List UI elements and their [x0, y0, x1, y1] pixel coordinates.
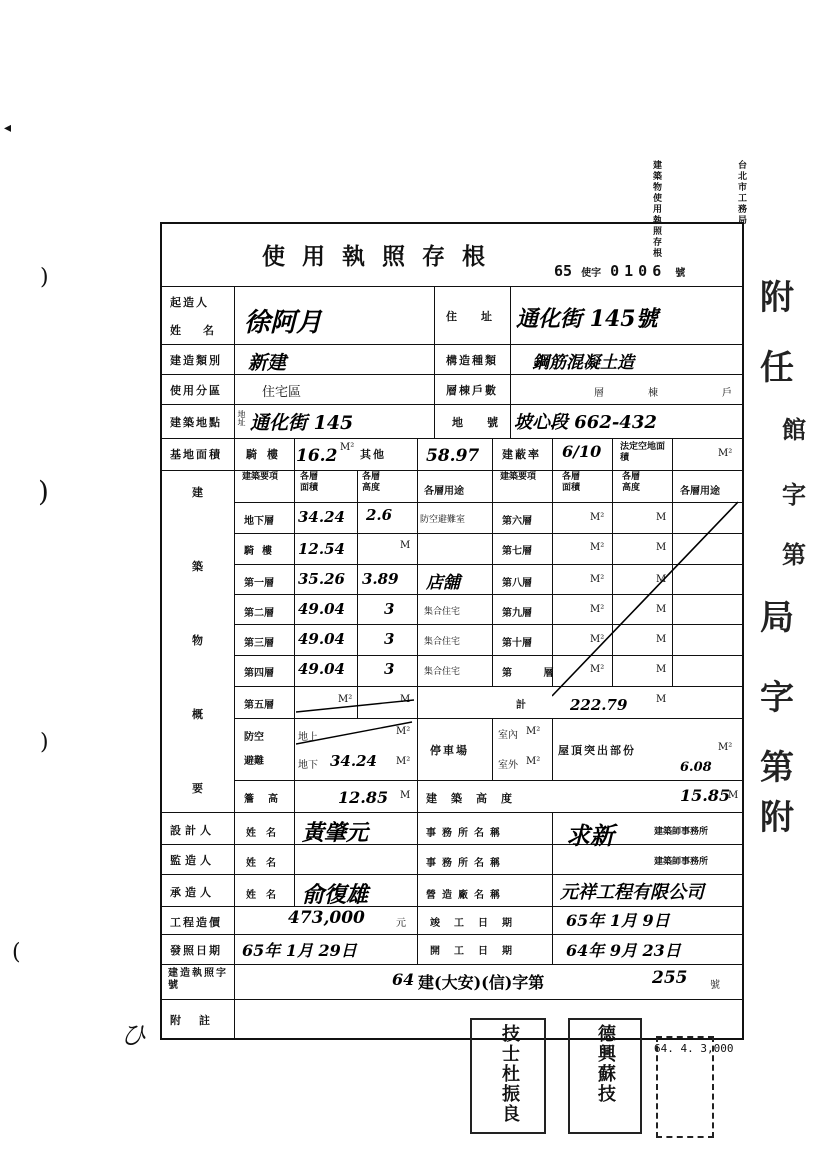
permit-label: 建造執照字號	[168, 968, 228, 991]
margin-mark: ひ	[120, 1021, 147, 1051]
floor-height: 2.6	[366, 506, 393, 524]
col-use-header-r: 各層用途	[680, 486, 720, 497]
edge-char: 字	[760, 678, 794, 718]
unit-m2: M²	[590, 542, 605, 553]
unit-m: M	[656, 694, 667, 705]
location-address: 通化街 145	[250, 412, 354, 434]
floor-name-right: 第 層	[502, 668, 568, 679]
unit-m2: M²	[590, 664, 605, 675]
col-height-header-r: 各層高度	[622, 472, 641, 493]
arcade-value: 16.2	[296, 446, 338, 466]
building-side-label: 要	[192, 782, 205, 795]
contractor-name: 俞復雄	[302, 882, 369, 908]
parking-label: 停車場	[430, 744, 469, 757]
below-label: 地下	[298, 760, 318, 771]
cost-label: 工程造價	[170, 916, 222, 929]
unit-m2: M²	[718, 742, 733, 753]
unit-m: M	[656, 512, 667, 523]
contractor-label: 承造人	[170, 886, 215, 899]
unit-m2: M²	[338, 694, 353, 705]
outdoor-label: 室外	[498, 760, 518, 771]
floor-height: 3	[384, 630, 395, 648]
edge-char: 附	[760, 798, 794, 838]
applicant-label-1: 起造人	[170, 296, 209, 309]
margin-mark: )	[38, 475, 49, 508]
floor-area: 34.24	[298, 508, 345, 526]
floor-use: 防空避難室	[420, 515, 466, 525]
total-label: 計	[516, 700, 526, 711]
floor-use: 集合住宅	[424, 667, 461, 677]
unit-m2: M²	[396, 726, 411, 737]
stamp-text: 德興蘇技	[595, 1024, 616, 1104]
number-prefix: 65	[554, 262, 573, 280]
floor-name-right: 第九層	[502, 608, 532, 619]
designer-name-label: 姓名	[246, 828, 286, 839]
margin-mark: (	[12, 940, 21, 965]
unit-m: M	[656, 604, 667, 615]
designer-label: 設計人	[170, 824, 215, 837]
floor-name: 地下層	[244, 516, 274, 527]
floor-name: 第五層	[244, 700, 274, 711]
unit-m: M	[400, 694, 411, 705]
applicant-address: 通化街 145號	[516, 306, 658, 332]
cost-value: 473,000	[288, 908, 365, 928]
permit-text: 建(大安)(信)字第	[418, 973, 545, 992]
building-side-label: 建	[192, 486, 205, 499]
address-label: 住址	[446, 310, 516, 323]
category-label: 建造類別	[170, 354, 222, 367]
edge-char: 任	[760, 348, 794, 388]
arcade-label: 騎樓	[246, 448, 288, 461]
floor-name-right: 第八層	[502, 578, 532, 589]
roof-label: 屋頂突出部份	[558, 744, 636, 757]
col-use-header: 各層用途	[424, 486, 464, 497]
floor-area: 35.26	[298, 570, 345, 588]
edge-char: 附	[760, 278, 794, 318]
floor-area: 12.54	[298, 540, 345, 558]
bheight-value: 15.85	[680, 786, 731, 805]
right-edge-strip	[760, 270, 820, 1170]
unit-m2: M²	[590, 604, 605, 615]
unit-m2: M²	[396, 756, 411, 767]
edge-char: 局	[760, 598, 794, 638]
total-value: 222.79	[570, 696, 628, 714]
form-title: 使用執照存根	[262, 243, 502, 270]
col-area-header: 各層面積	[300, 472, 319, 493]
start-date: 64年 9月 23日	[566, 941, 681, 960]
unit-m: M	[728, 790, 739, 801]
building-side-label: 物	[192, 634, 205, 647]
floor-height: 3	[384, 600, 395, 618]
floor-name: 騎樓	[244, 546, 280, 557]
permit-form	[160, 222, 744, 1040]
unit-m2: M²	[340, 442, 355, 453]
supervisor-label: 監造人	[170, 854, 215, 867]
floors-label: 層棟戶數	[446, 384, 498, 397]
shelter-label: 防空避難	[244, 732, 264, 767]
applicant-label-2: 姓名	[170, 324, 236, 337]
designer-office: 求新	[566, 821, 614, 850]
other-value: 58.97	[426, 446, 480, 466]
floor-name: 第二層	[244, 608, 274, 619]
stamp-text: 技士杜振良	[499, 1024, 520, 1124]
coverage-label: 建蔽率	[502, 448, 541, 461]
edge-char: 字	[782, 480, 806, 509]
cost-unit: 元	[396, 918, 406, 929]
legal-open-label: 法定空地面積	[620, 442, 666, 463]
contractor-firm-label: 營造廠名稱	[426, 890, 506, 901]
floor-name-right: 第十層	[502, 638, 532, 649]
strike-line	[296, 686, 416, 718]
col-height-header: 各層高度	[362, 472, 381, 493]
floor-area: 49.04	[298, 600, 345, 618]
floor-name-right: 第七層	[502, 546, 532, 557]
col-item-header-r: 建築要項	[500, 472, 537, 482]
margin-mark: )	[40, 730, 49, 755]
location-label: 建築地點	[170, 416, 222, 429]
unit-m2: M²	[590, 634, 605, 645]
unit-m: M	[656, 664, 667, 675]
edge-char: 第	[760, 748, 794, 788]
eave-label: 簷高	[244, 794, 292, 805]
top-note-2: 台北市工務局	[736, 160, 746, 226]
designer-office-suffix: 建築師事務所	[654, 827, 709, 837]
strike-line	[552, 500, 742, 700]
unit-m: M	[400, 790, 411, 801]
approval-stamp	[568, 1018, 642, 1134]
building-unit: 棟	[648, 388, 658, 399]
other-label: 其他	[360, 448, 386, 461]
floor-area: 49.04	[298, 630, 345, 648]
remarks-label: 附註	[170, 1014, 228, 1027]
building-side-label: 築	[192, 560, 205, 573]
contractor-firm: 元祥工程有限公司	[560, 882, 704, 903]
floor-name: 第三層	[244, 638, 274, 649]
location-address-prefix: 地址	[237, 410, 246, 426]
number-suffix: 號	[675, 268, 686, 279]
margin-mark: )	[40, 265, 49, 290]
number-value: 0106	[610, 262, 667, 280]
permit-num: 255	[652, 968, 688, 988]
unit-m: M	[400, 540, 411, 551]
lot-label: 地號	[452, 416, 522, 429]
issue-label: 發照日期	[170, 944, 222, 957]
bheight-label: 建築高度	[426, 792, 526, 805]
supervisor-name-label: 姓名	[246, 858, 286, 869]
permit-year: 64	[392, 970, 415, 989]
col-item-header: 建築要項	[242, 472, 279, 482]
approval-stamp	[656, 1036, 714, 1138]
unit-unit: 戶	[722, 388, 732, 399]
col-area-header-r: 各層面積	[562, 472, 581, 493]
complete-date: 65年 1月 9日	[566, 911, 670, 930]
unit-m2: M²	[718, 448, 733, 459]
floor-name-right: 第六層	[502, 516, 532, 527]
edge-char: 第	[782, 540, 806, 569]
complete-label: 竣工日期	[430, 918, 526, 929]
floor-height: 3.89	[362, 570, 399, 588]
roof-value: 6.08	[680, 760, 712, 775]
top-note-1: 建築物使用執照存根	[651, 160, 661, 259]
permit-number	[554, 262, 685, 280]
category-value: 新建	[248, 352, 287, 374]
print-code: 64. 4. 3,000	[654, 1042, 734, 1055]
number-char: 使字	[581, 268, 602, 279]
start-label: 開工日期	[430, 946, 526, 957]
above-label: 地上	[298, 732, 318, 743]
building-side-label: 概	[192, 708, 205, 721]
supervisor-office-suffix: 建築師事務所	[654, 857, 709, 867]
approval-stamp	[470, 1018, 546, 1134]
indoor-label: 室內	[498, 730, 518, 741]
unit-m: M	[656, 634, 667, 645]
designer-name: 黃肇元	[302, 820, 369, 846]
floor-name: 第四層	[244, 668, 274, 679]
zone-value: 住宅區	[262, 385, 302, 400]
structure-label: 構造種類	[446, 354, 498, 367]
designer-office-label: 事務所名稱	[426, 828, 506, 839]
applicant-name: 徐阿月	[244, 308, 323, 338]
lot-value: 坡心段 662-432	[514, 412, 657, 433]
site-area-label: 基地面積	[170, 448, 222, 461]
unit-m2: M²	[526, 756, 541, 767]
unit-m2: M²	[526, 726, 541, 737]
floor-name: 第一層	[244, 578, 274, 589]
zone-label: 使用分區	[170, 384, 222, 397]
contractor-name-label: 姓名	[246, 890, 286, 901]
eave-value: 12.85	[338, 788, 389, 807]
issue-date: 65年 1月 29日	[242, 941, 357, 960]
unit-m: M	[656, 574, 667, 585]
margin-mark: ◂	[4, 120, 12, 136]
unit-m2: M²	[590, 574, 605, 585]
floor-use: 集合住宅	[424, 607, 461, 617]
unit-m: M	[656, 542, 667, 553]
floor-use: 集合住宅	[424, 637, 461, 647]
supervisor-office-label: 事務所名稱	[426, 858, 506, 869]
floors-unit: 層	[594, 388, 604, 399]
floor-area: 49.04	[298, 660, 345, 678]
permit-suffix: 號	[710, 980, 720, 991]
edge-char: 館	[782, 415, 806, 444]
floor-height: 3	[384, 660, 395, 678]
unit-m2: M²	[590, 512, 605, 523]
structure-value: 鋼筋混凝土造	[532, 353, 634, 373]
below-value: 34.24	[330, 752, 377, 770]
floor-use: 店舖	[426, 573, 460, 593]
coverage-value: 6/10	[562, 442, 602, 461]
